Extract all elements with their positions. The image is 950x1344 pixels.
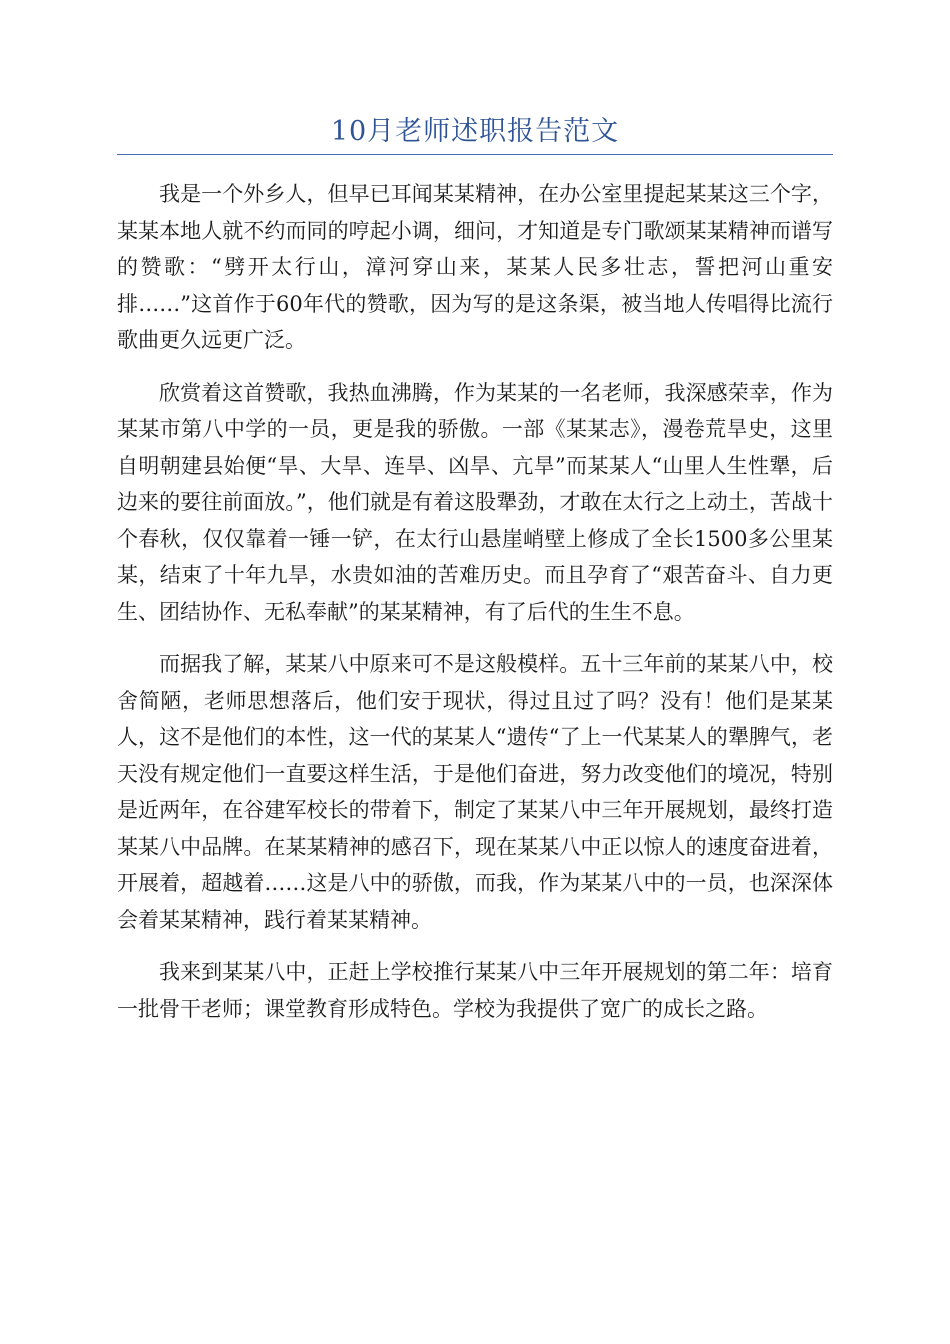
paragraph-4: 我来到某某八中，正赶上学校推行某某八中三年开展规划的第二年：培育一批骨干老师；课堂教育形成特色。学校为我提供了宽广的成长之路。	[117, 960, 833, 1021]
document-title: 10月老师述职报告范文	[330, 116, 620, 147]
paragraph-3: 而据我了解，某某八中原来可不是这般模样。五十三年前的某某八中，校舍简陋，老师思想落后，他们安于现状，得过且过了吗？没有！他们是某某人，这不是他们的本性，这一代的某某人“遗传“了上一代某某人的犟脾气，老天没有规定他们一直要这样生活，于是他们奋进，努力改变他们的境况，特别是近两年，在谷建军校长的带着下，制定了某某八中三年开展规划，最终打造某某八中品牌。在某某精神的感召下，现在某某八中正以惊人的速度奋进着，开展着，超越着……这是八中的骄傲，而我，作为某某八中的一员，也深深体会着某某精神，践行着某某精神。	[117, 652, 833, 932]
title-underline	[117, 154, 833, 155]
document-body	[117, 176, 833, 1043]
paragraph-1: 我是一个外乡人，但早已耳闻某某精神，在办公室里提起某某这三个字，某某本地人就不约而同的哼起小调，细问，才知道是专门歌颂某某精神而谱写的赞歌：“劈开太行山，漳河穿山来，某某人民多壮志，誓把河山重安排……”这首作于60年代的赞歌，因为写的是这条渠，被当地人传唱得比流行歌曲更久远更广泛。	[117, 182, 833, 352]
paragraph-2: 欣赏着这首赞歌，我热血沸腾，作为某某的一名老师，我深感荣幸，作为某某市第八中学的一员，更是我的骄傲。一部《某某志》，漫卷荒旱史，这里自明朝建县始便“旱、大旱、连旱、凶旱、亢旱”而某某人“山里人生性犟，后边来的要往前面放。”，他们就是有着这股犟劲，才敢在太行之上动土，苦战十个春秋，仅仅靠着一锤一铲，在太行山悬崖峭壁上修成了全长1500多公里某某，结束了十年九旱，水贵如油的苦难历史。而且孕育了“艰苦奋斗、自力更生、团结协作、无私奉献”的某某精神，有了后代的生生不息。	[117, 380, 833, 624]
